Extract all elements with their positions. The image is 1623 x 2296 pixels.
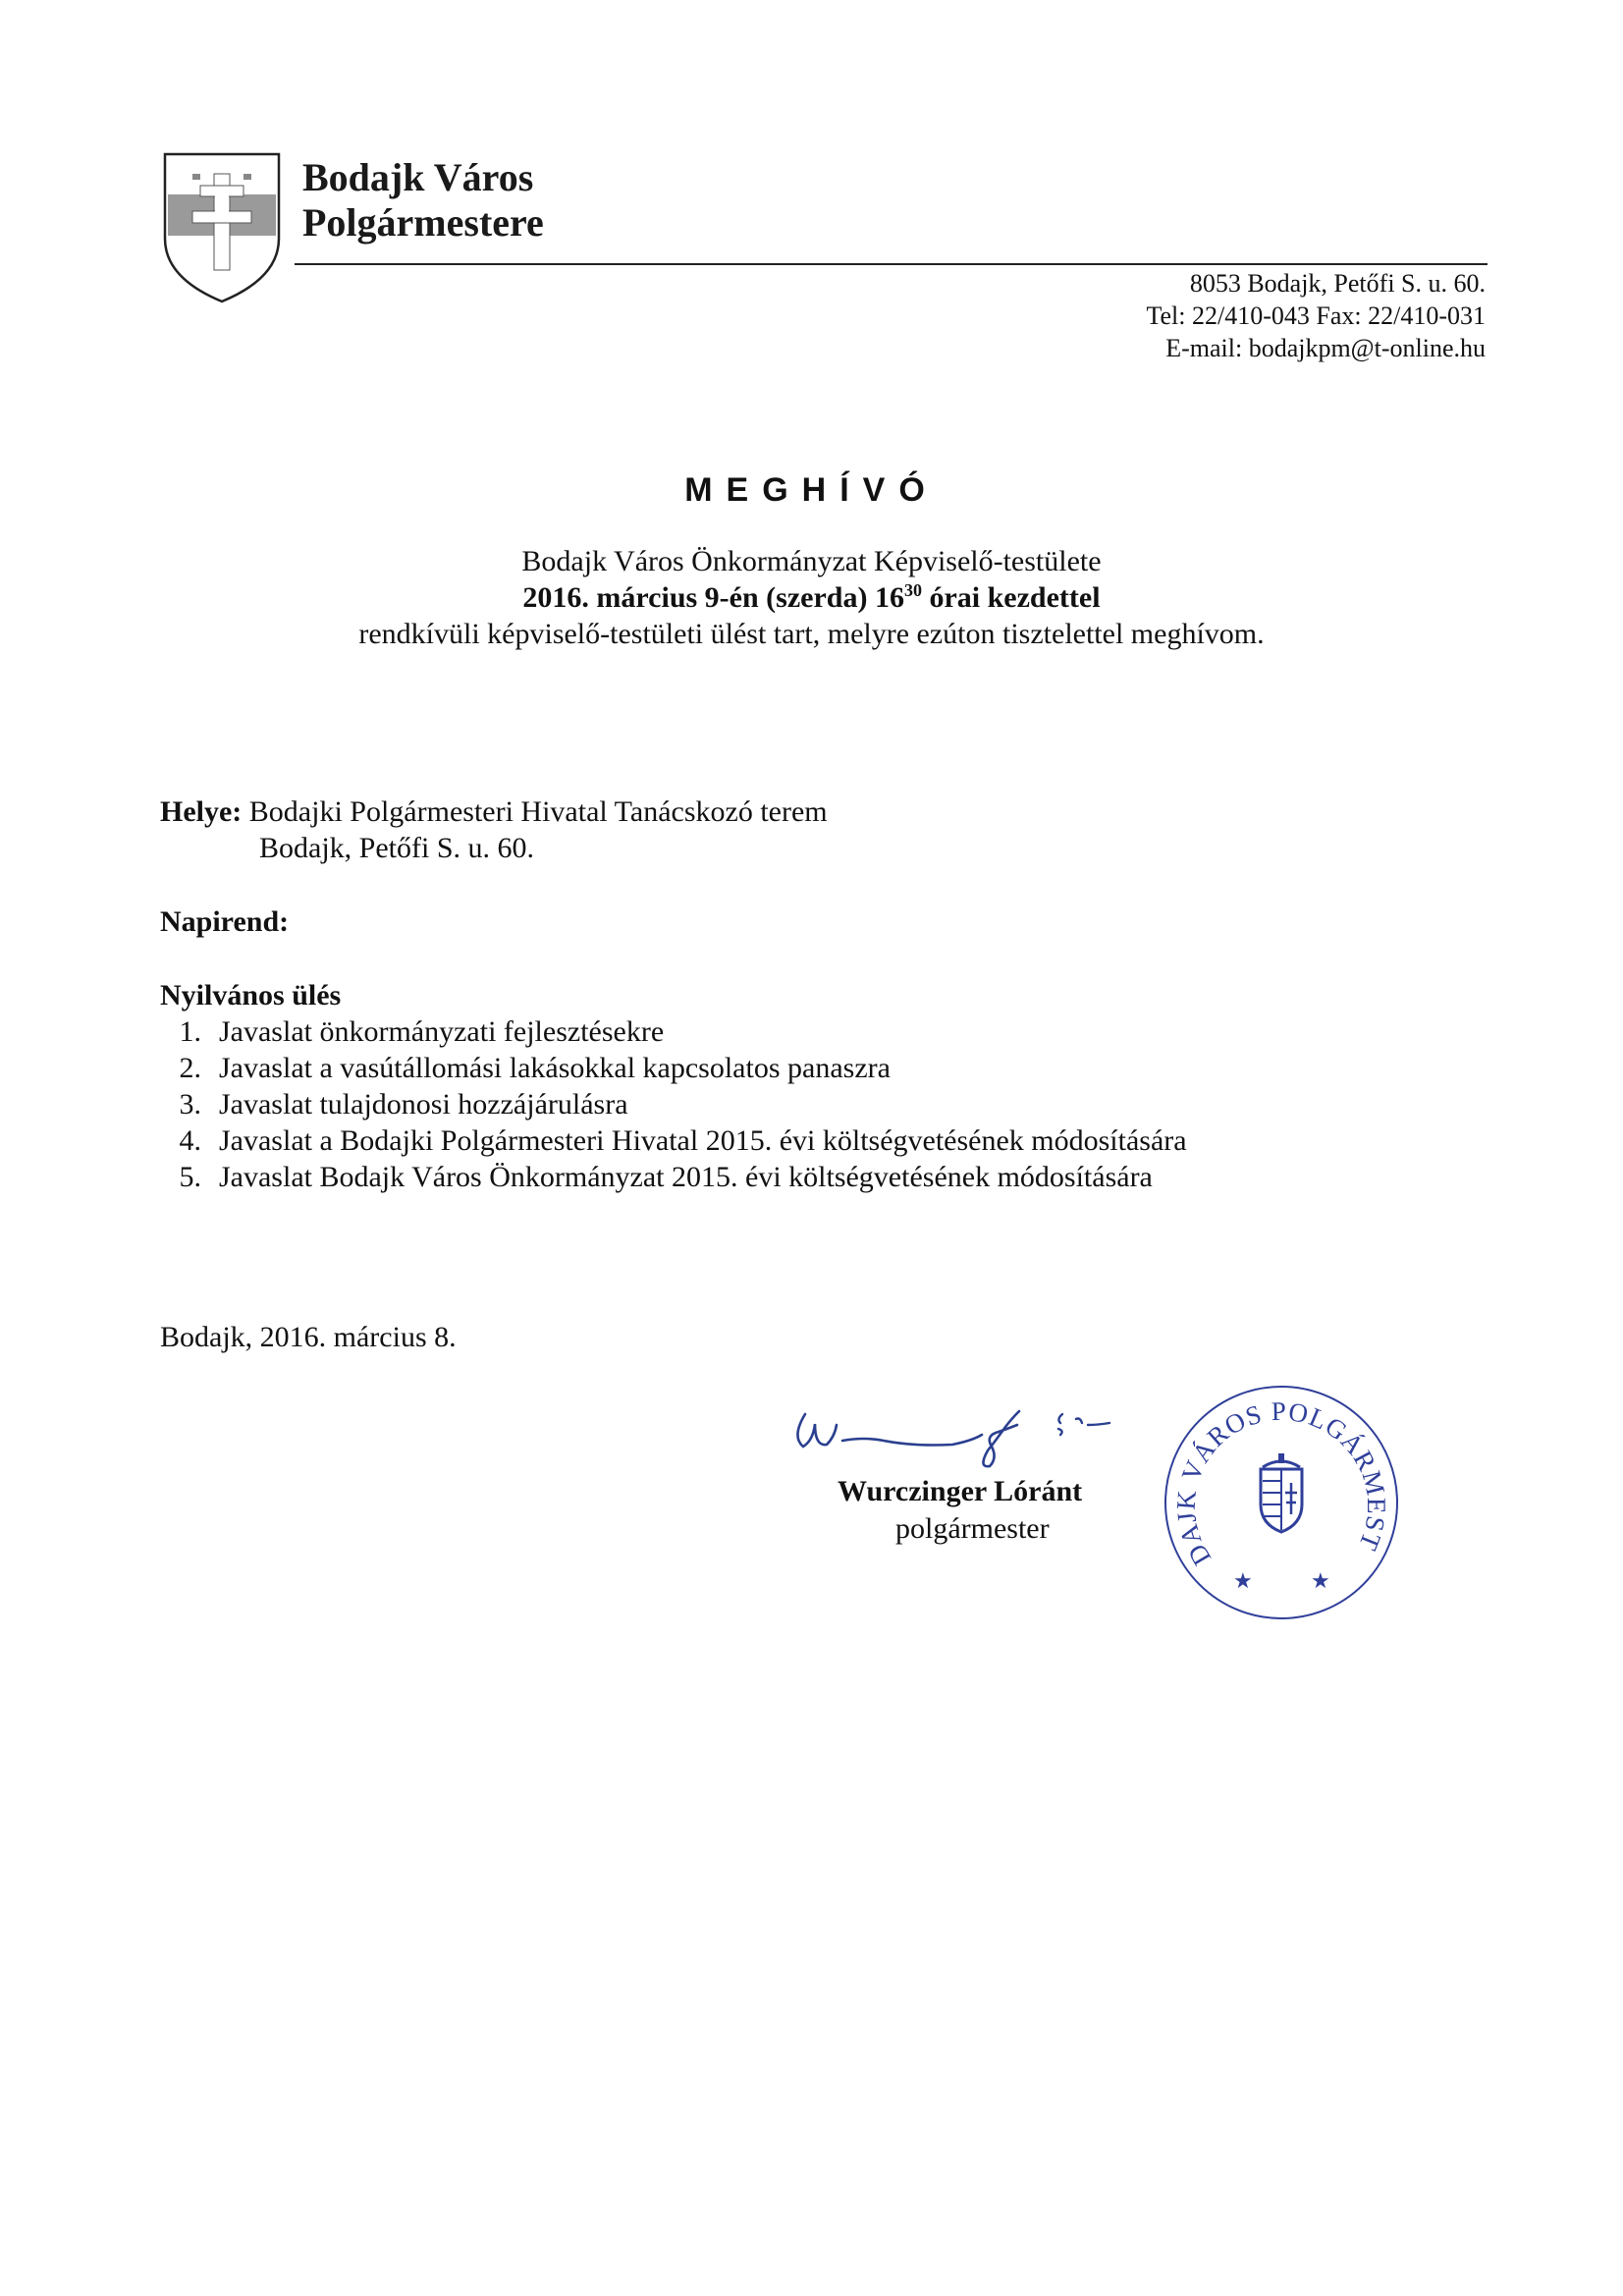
signatory-title: polgármester bbox=[895, 1512, 1050, 1545]
svg-text:★: ★ bbox=[1233, 1569, 1253, 1594]
agenda-item-number: 3. bbox=[179, 1088, 201, 1121]
address-line: 8053 Bodajk, Petőfi S. u. 60. bbox=[1189, 269, 1486, 298]
agenda-item-number: 1. bbox=[179, 1015, 201, 1048]
meeting-date: 2016. március 9-én (szerda) 16 bbox=[522, 581, 904, 614]
venue-line2: Bodajk, Petőfi S. u. 60. bbox=[259, 832, 535, 864]
intro-line1: Bodajk Város Önkormányzat Képviselő-testülete bbox=[521, 545, 1102, 577]
agenda-block bbox=[160, 977, 1187, 1195]
agenda-item-text: Javaslat tulajdonosi hozzájárulásra bbox=[219, 1088, 628, 1121]
svg-text:★: ★ bbox=[1311, 1569, 1330, 1594]
agenda-item-text: Javaslat a vasútállomási lakásokkal kapcsolatos panaszra bbox=[219, 1052, 891, 1084]
meeting-time-minutes: 30 bbox=[903, 580, 922, 600]
place-date: Bodajk, 2016. március 8. bbox=[160, 1321, 457, 1353]
agenda-item bbox=[160, 1086, 1187, 1122]
phone-fax-line: Tel: 22/410-043 Fax: 22/410-031 bbox=[1146, 301, 1486, 330]
coat-of-arms-icon bbox=[163, 152, 281, 304]
svg-text:BODAJK VÁROS POLGÁRMESTERE bbox=[1159, 1380, 1391, 1570]
intro-line3: rendkívüli képviselő-testületi ülést tart, melyre ezúton tisztelettel meghívom. bbox=[358, 618, 1265, 650]
header-divider bbox=[295, 263, 1488, 265]
email-line: E-mail: bodajkpm@t-online.hu bbox=[1165, 334, 1486, 362]
official-seal bbox=[1159, 1380, 1404, 1625]
agenda-heading: Napirend: bbox=[160, 905, 290, 938]
agenda-item-number: 4. bbox=[179, 1124, 201, 1157]
venue-label: Helye: bbox=[160, 795, 243, 828]
agenda-item bbox=[160, 1013, 1187, 1050]
agenda-item bbox=[160, 1122, 1187, 1159]
handwritten-signature bbox=[785, 1390, 1159, 1478]
org-name-line1: Bodajk Város bbox=[302, 155, 534, 199]
contact-block bbox=[1146, 267, 1486, 364]
agenda-item-text: Javaslat a Bodajki Polgármesteri Hivatal 2015. évi költségvetésének módosítására bbox=[219, 1124, 1187, 1157]
agenda-item-text: Javaslat önkormányzati fejlesztésekre bbox=[219, 1015, 665, 1048]
meeting-date-line bbox=[0, 579, 1623, 616]
org-name-line2: Polgármestere bbox=[302, 200, 544, 245]
venue-block bbox=[160, 793, 828, 866]
organization-name bbox=[302, 155, 544, 246]
agenda-item-number: 2. bbox=[179, 1052, 201, 1084]
document-title: MEGHÍVÓ bbox=[684, 471, 939, 509]
agenda-item-text: Javaslat Bodajk Város Önkormányzat 2015. évi költségvetésének módosítására bbox=[219, 1161, 1153, 1193]
signatory-name: Wurczinger Lóránt bbox=[838, 1475, 1083, 1507]
invitation-intro bbox=[0, 543, 1623, 652]
venue-line1: Bodajki Polgármesteri Hivatal Tanácskozó terem bbox=[248, 795, 828, 828]
agenda-section-heading: Nyilvános ülés bbox=[160, 979, 342, 1011]
agenda-list bbox=[160, 1013, 1187, 1195]
meeting-time-suffix: órai kezdettel bbox=[921, 581, 1101, 614]
agenda-item bbox=[160, 1050, 1187, 1086]
seal-text: DAJK VÁROS POLGÁRMEST bbox=[1170, 1395, 1392, 1571]
agenda-item-number: 5. bbox=[179, 1161, 201, 1193]
agenda-item bbox=[160, 1159, 1187, 1195]
